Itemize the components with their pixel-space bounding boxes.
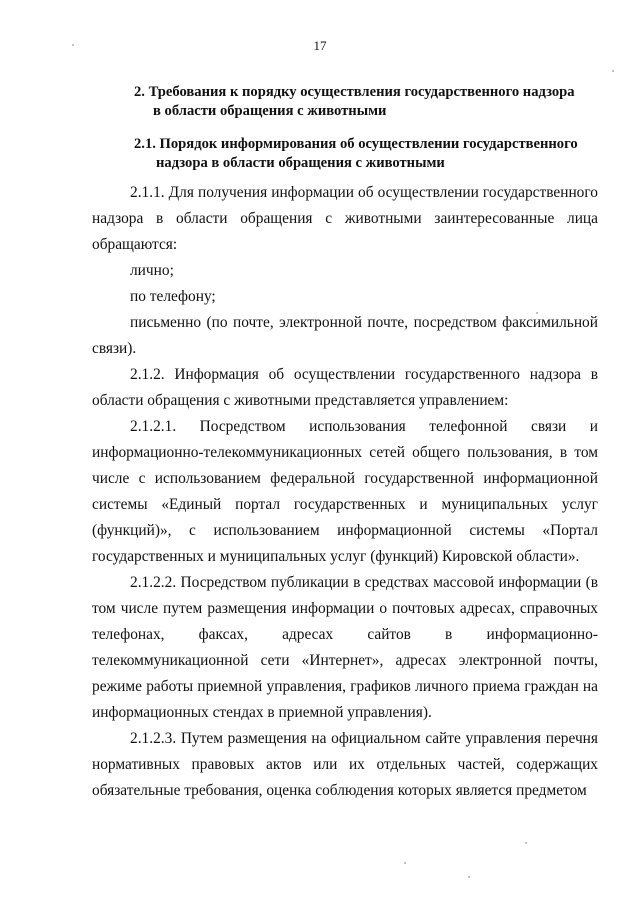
scan-speck — [72, 44, 74, 46]
section-heading-line-2: в области обращения с животными — [153, 103, 387, 119]
paragraph-2-1-1: 2.1.1. Для получения информации об осуществлении государственного надзора в области обращения с животными заинтересованные лица обращаются: — [92, 184, 598, 253]
document-body — [92, 180, 598, 804]
list-item-in-writing: письменно (по почте, электронной почте, посредством факсимильной связи). — [92, 314, 598, 357]
scan-speck — [468, 876, 470, 878]
section-heading-line-1: 2. Требования к порядку осуществления государственного надзора — [134, 84, 575, 100]
scan-speck — [525, 842, 527, 844]
paragraph-2-1-2: 2.1.2. Информация об осуществлении государственного надзора в области обращения с животными представляется управлением: — [92, 366, 598, 409]
paragraph-2-1-2-1: 2.1.2.1. Посредством использования телефонной связи и информационно-телекоммуникационных сетей общего пользования, в том числе с использованием федеральной государственной информационной системы «Единый портал государственных и муниципальных услуг (функций)», с использованием информационной системы «Портал государственных и муниципальных услуг (функций) Кировской области». — [92, 418, 598, 565]
list-item-by-phone: по телефону; — [130, 288, 216, 305]
scan-speck — [536, 312, 538, 314]
paragraph-2-1-2-2: 2.1.2.2. Посредством публикации в средствах массовой информации (в том числе путем размещения информации о почтовых адресах, справочных телефонах, факсах, адресах сайтов в информационно-телекоммуникационной сети «Интернет», адресах электронной почты, режиме работы приемной управления, графиков личного приема граждан на информационных стендах в приемной управления). — [92, 574, 598, 721]
scan-speck — [404, 862, 406, 864]
list-item-in-person: лично; — [130, 262, 174, 279]
subsection-heading-line-2: надзора в области обращения с животными — [156, 155, 445, 171]
scan-speck — [612, 70, 614, 72]
page-number: 17 — [313, 38, 327, 53]
paragraph-2-1-2-3: 2.1.2.3. Путем размещения на официальном сайте управления перечня нормативных правовых актов или их отдельных частей, содержащих обязательные требования, оценка соблюдения которых является предметом — [92, 730, 598, 799]
section-heading — [134, 83, 604, 121]
subsection-heading — [134, 135, 604, 173]
subsection-heading-line-1: 2.1. Порядок информирования об осуществлении государственного — [134, 136, 578, 152]
